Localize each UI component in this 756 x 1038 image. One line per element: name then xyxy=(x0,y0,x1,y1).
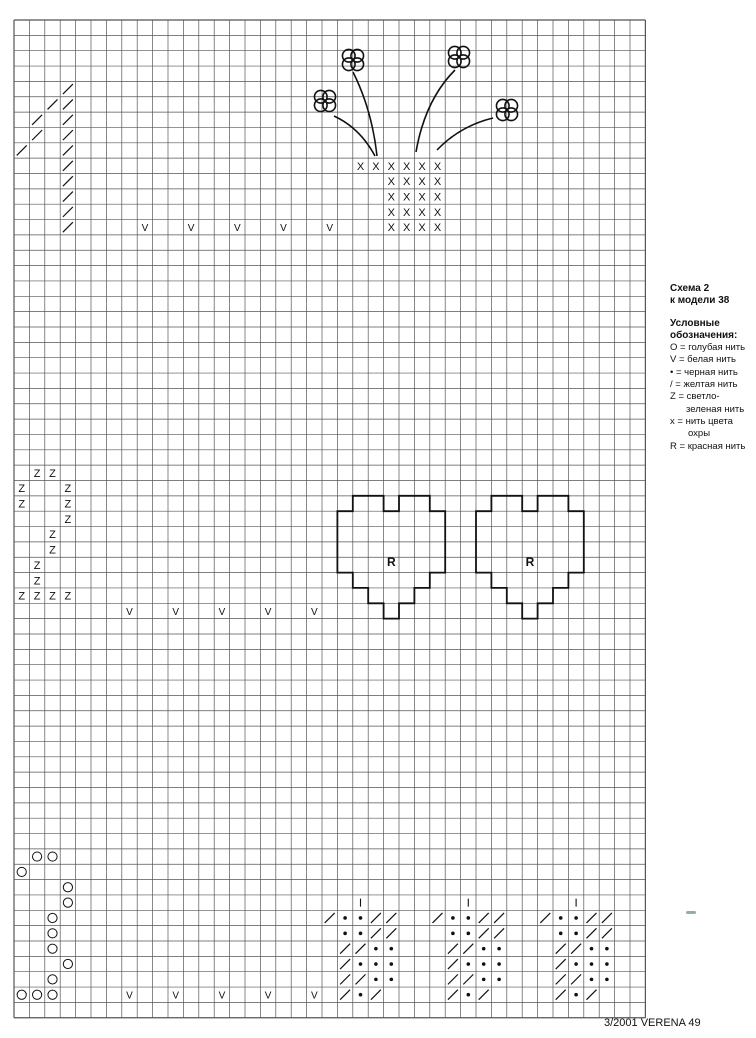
ochre-thread-stitch: X xyxy=(403,206,411,219)
black-thread-stitch xyxy=(374,978,378,982)
black-thread-stitch xyxy=(497,947,501,951)
black-thread-stitch xyxy=(343,916,347,920)
yellow-thread-stitch xyxy=(32,130,42,140)
yellow-thread-stitch xyxy=(463,944,473,954)
blue-thread-stitch xyxy=(48,975,57,984)
yellow-thread-stitch xyxy=(479,928,489,938)
black-thread-stitch xyxy=(359,993,363,997)
chart-grid xyxy=(14,20,645,1018)
blue-thread-stitch xyxy=(63,883,72,892)
black-thread-stitch xyxy=(482,947,486,951)
black-thread-stitch xyxy=(497,978,501,982)
yellow-thread-stitch xyxy=(325,913,335,923)
white-thread-stitch: V xyxy=(310,990,318,1002)
blue-thread-stitch xyxy=(33,852,42,861)
yellow-thread-stitch xyxy=(340,990,350,1000)
white-thread-stitch: V xyxy=(218,990,226,1002)
blue-thread-stitch xyxy=(48,913,57,922)
black-thread-stitch xyxy=(359,962,363,966)
ochre-thread-stitch: X xyxy=(418,206,426,219)
yellow-thread-stitch xyxy=(340,959,350,969)
light-green-thread-stitch: Z xyxy=(49,590,56,603)
blue-thread-stitch xyxy=(48,990,57,999)
light-green-thread-stitch: Z xyxy=(18,483,26,496)
black-thread-stitch xyxy=(467,993,471,997)
white-thread-stitch: V xyxy=(126,606,133,618)
yellow-thread-stitch xyxy=(386,913,396,923)
black-thread-stitch xyxy=(343,932,347,936)
yellow-thread-stitch xyxy=(571,944,581,954)
black-thread-stitch xyxy=(390,978,394,982)
legend-subtitle: к модели 38 xyxy=(670,295,730,307)
black-thread-stitch xyxy=(605,947,609,951)
black-thread-stitch xyxy=(574,916,578,920)
black-thread-stitch xyxy=(497,962,501,966)
black-thread-stitch xyxy=(559,932,563,936)
light-green-thread-stitch: Z xyxy=(18,498,26,511)
flower-center xyxy=(351,58,354,61)
heart-label: R xyxy=(386,554,396,569)
blue-thread-stitch xyxy=(63,959,72,968)
black-thread-stitch xyxy=(390,947,394,951)
yellow-thread-stitch xyxy=(63,115,73,125)
yellow-thread-stitch xyxy=(494,913,504,923)
ochre-thread-stitch: X xyxy=(387,222,395,235)
legend-item-blue: O = голубая нить xyxy=(670,342,746,354)
white-thread-stitch: V xyxy=(141,223,149,235)
blue-thread-stitch xyxy=(17,867,26,876)
ochre-thread-stitch: X xyxy=(387,191,395,204)
ochre-thread-stitch: X xyxy=(387,160,395,173)
yellow-thread-stitch xyxy=(63,99,73,109)
ochre-thread-stitch: X xyxy=(356,160,365,173)
black-thread-stitch xyxy=(451,916,455,920)
legend-heading-2: обозначения: xyxy=(670,329,738,341)
yellow-thread-stitch xyxy=(32,115,42,125)
light-green-thread-stitch: Z xyxy=(64,498,72,511)
white-thread-stitch: V xyxy=(264,606,272,618)
blue-thread-stitch xyxy=(48,852,57,861)
white-thread-stitch: V xyxy=(310,606,318,618)
yellow-thread-stitch xyxy=(540,913,550,923)
black-thread-stitch xyxy=(574,993,578,997)
flower-stem xyxy=(353,72,377,156)
legend-title: Схема 2 xyxy=(670,283,710,294)
yellow-thread-stitch xyxy=(556,990,566,1000)
black-thread-stitch xyxy=(467,932,471,936)
legend-item-yellow: / = желтая нить xyxy=(670,379,738,391)
yellow-thread-stitch xyxy=(63,130,73,140)
yellow-thread-stitch xyxy=(371,913,381,923)
light-green-thread-stitch: Z xyxy=(49,529,56,542)
ochre-thread-stitch: X xyxy=(387,206,395,219)
blue-thread-stitch xyxy=(48,929,57,938)
white-thread-stitch: V xyxy=(172,606,180,618)
yellow-thread-stitch xyxy=(356,974,366,984)
black-thread-stitch xyxy=(467,916,471,920)
black-thread-stitch xyxy=(605,962,609,966)
ochre-thread-stitch: X xyxy=(387,176,395,189)
blue-thread-stitch xyxy=(17,990,26,999)
light-green-thread-stitch: Z xyxy=(33,590,41,603)
light-green-thread-stitch: Z xyxy=(49,467,56,480)
black-thread-stitch xyxy=(574,932,578,936)
light-green-thread-stitch: Z xyxy=(64,483,72,496)
yellow-thread-stitch xyxy=(386,928,396,938)
ochre-thread-stitch: X xyxy=(433,176,442,189)
scan-speck xyxy=(686,911,696,914)
flower-center xyxy=(457,55,460,58)
ochre-thread-stitch: X xyxy=(433,160,442,173)
yellow-thread-stitch xyxy=(463,974,473,984)
yellow-thread-stitch xyxy=(479,990,489,1000)
black-thread-stitch xyxy=(590,962,594,966)
blue-thread-stitch xyxy=(63,898,72,907)
yellow-thread-stitch xyxy=(63,84,73,94)
ochre-thread-stitch: X xyxy=(433,206,442,219)
legend xyxy=(670,283,756,453)
yellow-thread-stitch xyxy=(448,990,458,1000)
black-thread-stitch xyxy=(482,978,486,982)
black-thread-stitch xyxy=(359,916,363,920)
legend-item-white: V = белая нить xyxy=(670,354,736,366)
yellow-thread-stitch xyxy=(371,928,381,938)
flower-center xyxy=(323,99,326,102)
light-green-thread-stitch: Z xyxy=(33,575,41,588)
white-thread-stitch: V xyxy=(172,990,180,1002)
black-thread-stitch xyxy=(374,947,378,951)
light-green-thread-stitch: Z xyxy=(64,513,72,526)
yellow-thread-stitch xyxy=(63,207,73,217)
legend-item-light-green-cont: зеленая нить xyxy=(686,403,745,415)
ochre-thread-stitch: X xyxy=(403,160,411,173)
light-green-thread-stitch: Z xyxy=(18,590,26,603)
white-thread-stitch: V xyxy=(187,223,195,235)
white-thread-stitch: V xyxy=(326,223,334,235)
yellow-thread-stitch xyxy=(340,974,350,984)
legend-item-light-green: Z = светло- xyxy=(670,391,720,403)
blue-thread-stitch xyxy=(33,990,42,999)
ochre-thread-stitch: X xyxy=(403,176,411,189)
black-thread-stitch xyxy=(482,962,486,966)
white-thread-stitch: V xyxy=(126,990,133,1002)
white-thread-stitch: V xyxy=(218,606,226,618)
black-thread-stitch xyxy=(467,962,471,966)
flower-2 xyxy=(448,46,469,67)
page-footer: 3/2001 VERENA 49 xyxy=(604,1017,701,1029)
ochre-thread-stitch: X xyxy=(403,222,411,235)
flower-stem xyxy=(334,116,375,156)
yellow-thread-stitch xyxy=(479,913,489,923)
flower-center xyxy=(505,108,508,111)
ochre-thread-stitch: X xyxy=(433,191,442,204)
white-thread-stitch: V xyxy=(264,990,272,1002)
yellow-thread-stitch xyxy=(448,974,458,984)
yellow-thread-stitch xyxy=(587,990,597,1000)
yellow-thread-stitch xyxy=(556,974,566,984)
yellow-thread-stitch xyxy=(602,913,612,923)
yellow-thread-stitch xyxy=(356,944,366,954)
legend-item-ochre: x = нить цвета xyxy=(670,415,733,427)
yellow-thread-stitch xyxy=(587,928,597,938)
yellow-thread-stitch xyxy=(433,913,443,923)
yellow-thread-stitch xyxy=(448,944,458,954)
yellow-thread-stitch xyxy=(371,990,381,1000)
heart-label: R xyxy=(525,554,535,569)
yellow-thread-stitch xyxy=(556,959,566,969)
yellow-thread-stitch xyxy=(587,913,597,923)
yellow-thread-stitch xyxy=(48,99,58,109)
light-green-thread-stitch: Z xyxy=(33,467,41,480)
yellow-thread-stitch xyxy=(556,944,566,954)
yellow-thread-stitch xyxy=(63,192,73,202)
flower-motif xyxy=(314,46,517,156)
yellow-thread-stitch xyxy=(63,145,73,155)
black-thread-stitch xyxy=(590,978,594,982)
legend-item-ochre-cont: охры xyxy=(688,428,711,440)
ochre-thread-stitch: X xyxy=(372,160,380,173)
black-thread-stitch xyxy=(359,932,363,936)
ochre-thread-stitch: X xyxy=(418,160,426,173)
ochre-thread-stitch: X xyxy=(403,191,411,204)
blue-thread-stitch xyxy=(48,944,57,953)
light-green-thread-stitch: Z xyxy=(49,544,56,557)
legend-heading-1: Условные xyxy=(670,317,720,329)
white-thread-stitch: V xyxy=(280,223,287,235)
yellow-thread-stitch xyxy=(494,928,504,938)
black-thread-stitch xyxy=(390,962,394,966)
flower-3 xyxy=(314,90,335,111)
ochre-thread-stitch: X xyxy=(433,222,442,235)
yellow-thread-stitch xyxy=(63,161,73,171)
black-thread-stitch xyxy=(590,947,594,951)
legend-item-red: R = красная нить xyxy=(670,440,746,452)
black-thread-stitch xyxy=(559,916,563,920)
legend-item-black: • = черная нить xyxy=(670,366,738,378)
ochre-thread-stitch: X xyxy=(418,176,426,189)
yellow-thread-stitch xyxy=(63,176,73,186)
light-green-thread-stitch: Z xyxy=(33,559,41,572)
black-thread-stitch xyxy=(574,962,578,966)
black-thread-stitch xyxy=(374,962,378,966)
yellow-thread-stitch xyxy=(448,959,458,969)
ochre-thread-stitch: X xyxy=(418,222,426,235)
white-thread-stitch: V xyxy=(233,223,241,235)
black-thread-stitch xyxy=(605,978,609,982)
yellow-thread-stitch xyxy=(17,145,27,155)
yellow-thread-stitch xyxy=(571,974,581,984)
yellow-thread-stitch xyxy=(63,222,73,232)
yellow-thread-stitch xyxy=(340,944,350,954)
black-thread-stitch xyxy=(451,932,455,936)
light-green-thread-stitch: Z xyxy=(64,590,72,603)
yellow-thread-stitch xyxy=(602,928,612,938)
ochre-thread-stitch: X xyxy=(418,191,426,204)
